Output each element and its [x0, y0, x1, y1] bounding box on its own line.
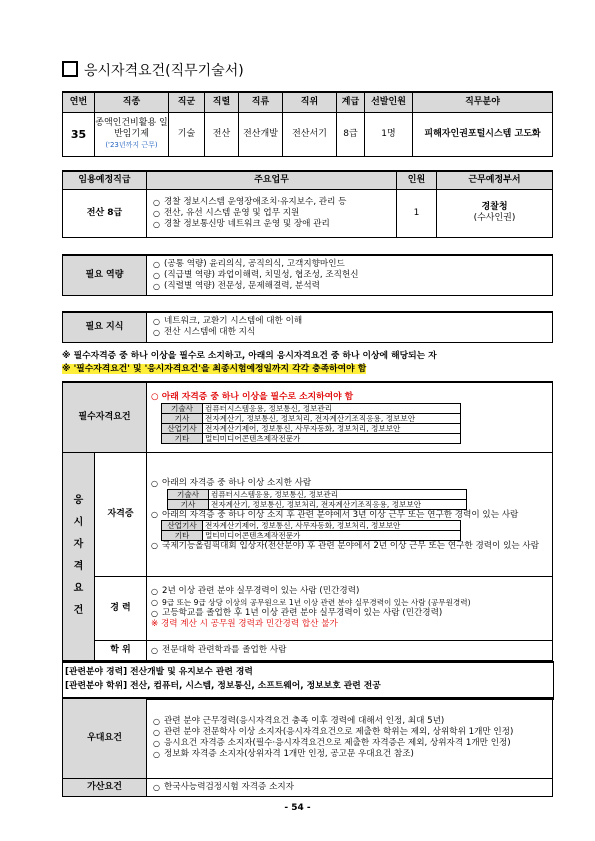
list-item: ○ 2년 이상 관련 분야 실무경력이 있는 사람 (민간경력) — [151, 586, 548, 597]
col-header: 선발인원 — [365, 92, 413, 112]
row-number: 35 — [63, 112, 95, 156]
col-header: 임용예정직급 — [63, 171, 147, 189]
col-header: 인원 — [397, 171, 437, 189]
list-item: ○ 고등학교를 졸업한 후 1년 이상 관련 분야 실무경력이 있는 사람 (민간경력) — [151, 608, 548, 619]
list-item: ○ 전산, 유선 시스템 운영 및 업무 지원 — [153, 208, 392, 219]
main-duties — [147, 189, 397, 237]
note-line: ※ 필수자격증 중 하나 이상을 필수로 소지하고, 아래의 응시자격요건 중 하나 이상에 해당되는 자 — [62, 351, 437, 361]
preference-table — [62, 697, 553, 797]
col-header: 근무예정부서 — [437, 171, 553, 189]
list-item: ○ 정보화 자격증 소지자(상위자격 1개만 인정, 공고문 우대요건 참조) — [153, 749, 548, 760]
list-item: ○ (공통 역량) 윤리의식, 공직의식, 고객지향마인드 — [153, 259, 548, 270]
col-header: 직류 — [239, 92, 283, 112]
list-item: ○ 국제기능올림픽대회 입상자(전산분야) 후 관련 분야에서 2년 이상 근무 또는 연구한 경력이 있는 사람 — [151, 541, 548, 551]
col-header: 계급 — [337, 92, 365, 112]
career-note: ※ 경력 계산 시 공무원 경력과 민간경력 합산 불가 — [151, 619, 338, 629]
job-class: 전산개발 — [239, 112, 283, 156]
job-field: 피해자인권포털시스템 고도화 — [413, 112, 553, 156]
col-header: 직위 — [283, 92, 337, 112]
checkbox-icon — [62, 61, 78, 77]
list-item: ○ 응시요건 자격증 소지자(필수·응시자격요건으로 제출한 자격증은 제외, 상위자격 1개만 인정) — [153, 738, 548, 749]
job-info-table — [62, 91, 553, 157]
col-header: 직무분야 — [413, 92, 553, 112]
duty-table — [62, 170, 553, 238]
knowledge-table — [62, 311, 553, 343]
col-header: 직렬 — [205, 92, 239, 112]
required-label: 필수자격요건 — [63, 382, 147, 452]
list-item: ○ 9급 또는 9급 상당 이상의 공무원으로 1년 이상 관련 분야 실무경력이 있는 사람 (공무원경력) — [151, 597, 548, 608]
notes — [62, 350, 562, 376]
job-series: 전산 — [205, 112, 239, 156]
list-item: ○ 관련 분야 근무경력(응시자격요건 충족 이후 경력에 대해서 인정, 최대 5년) — [153, 716, 548, 727]
list-item: ○ 네트워크, 교환기 시스템에 대한 이해 — [153, 316, 548, 327]
job-type: 종액인건비활용 일반임기제 ('23년까지 근무) — [95, 112, 169, 156]
related-box — [62, 661, 554, 700]
bonus-label: 가산요건 — [63, 778, 147, 796]
competency-table — [62, 254, 553, 296]
job-grade: 8급 — [337, 112, 365, 156]
eligibility-label: 응시자격요건 — [63, 452, 95, 660]
appoint-grade: 전산 8급 — [63, 189, 147, 237]
list-item: ○ 경찰 정보시스템 운영장애조치·유지보수, 관리 등 — [153, 197, 392, 208]
preference-label: 우대요건 — [63, 698, 147, 778]
required-cert-table: 기술사 컴퓨터시스템응용, 정보통신, 정보관리 기사 전자계산기, 정보통신, 정보처리, 전자계산기조직응용, 정보보안 산업기사 전자계산기제어, 정보통신, 사무자동화, 정보처리, 정보보안 기타 멀티미디어콘텐츠제작전문가 — [161, 403, 461, 444]
list-item: ○ 아래의 자격증 중 하나 이상 소지한 사람 — [151, 478, 548, 489]
col-header: 연번 — [63, 92, 95, 112]
department: 경찰청 (수사인권) — [437, 189, 553, 237]
list-item: ○ 한국사능력검정시험 자격증 소지자 — [153, 782, 548, 793]
career-label: 경 력 — [95, 576, 147, 640]
related-line: [관련분야 경력] 전산개발 및 유지보수 관련 경력 — [65, 667, 253, 677]
knowledge-label: 필요 지식 — [63, 312, 147, 342]
cert-label: 자격증 — [95, 452, 147, 576]
list-item: ○ 전문대학 관련학과를 졸업한 사람 — [151, 645, 548, 656]
note-line: ※ '필수자격요건' 및 '응시자격요건'을 최종시험예정일까지 각각 충족하여야 함 — [62, 364, 367, 374]
col-header: 직군 — [169, 92, 205, 112]
job-count: 1명 — [365, 112, 413, 156]
list-item: ○ (직렬별 역량) 전문성, 문제해결력, 분석력 — [153, 281, 548, 292]
competency-label: 필요 역량 — [63, 255, 147, 295]
col-header: 주요업무 — [147, 171, 397, 189]
degree-label: 학 위 — [95, 640, 147, 660]
section-title: 응시자격요건(직무기술서) — [62, 60, 244, 80]
col-header: 직종 — [95, 92, 169, 112]
page-number: - 54 - — [284, 803, 311, 813]
related-line: [관련분야 학위] 전산, 컴퓨터, 시스템, 정보통신, 소프트웨어, 정보보호 관련 전공 — [65, 681, 381, 691]
job-group: 기술 — [169, 112, 205, 156]
cert-table-2: 산업기사 전자계산기제어, 정보통신, 사무자동화, 정보처리, 정보보안 기타 멀티미디어콘텐츠제작전문가 — [161, 520, 461, 541]
list-item: ○ 관련 분야 전문학사 이상 소지자(응시자격요건으로 제출한 학위는 제외, 상위학위 1개만 인정) — [153, 727, 548, 738]
list-item: ○ 전산 시스템에 대한 지식 — [153, 327, 548, 338]
required-heading: ○ 아래 자격증 중 하나 이상을 필수로 소지하여야 함 — [151, 391, 354, 402]
job-position: 전산서기 — [283, 112, 337, 156]
cert-table-1: 기술사 컴퓨터시스템응용, 정보통신, 정보관리 기사 전자계산기, 정보통신, 정보처리, 전자계산기조직응용, 정보보안 — [167, 489, 467, 510]
list-item: ○ (직급별 역량) 과업이해력, 치밀성, 협조성, 조직헌신 — [153, 270, 548, 281]
list-item: ○ 경찰 정보통신망 네트워크 운영 및 장애 관리 — [153, 219, 392, 230]
head-count: 1 — [397, 189, 437, 237]
list-item: ○ 아래의 자격증 중 하나 이상 소지 후 관련 분야에서 3년 이상 근무 또는 연구한 경력이 있는 사람 — [151, 510, 548, 520]
eligibility-table — [62, 381, 553, 661]
